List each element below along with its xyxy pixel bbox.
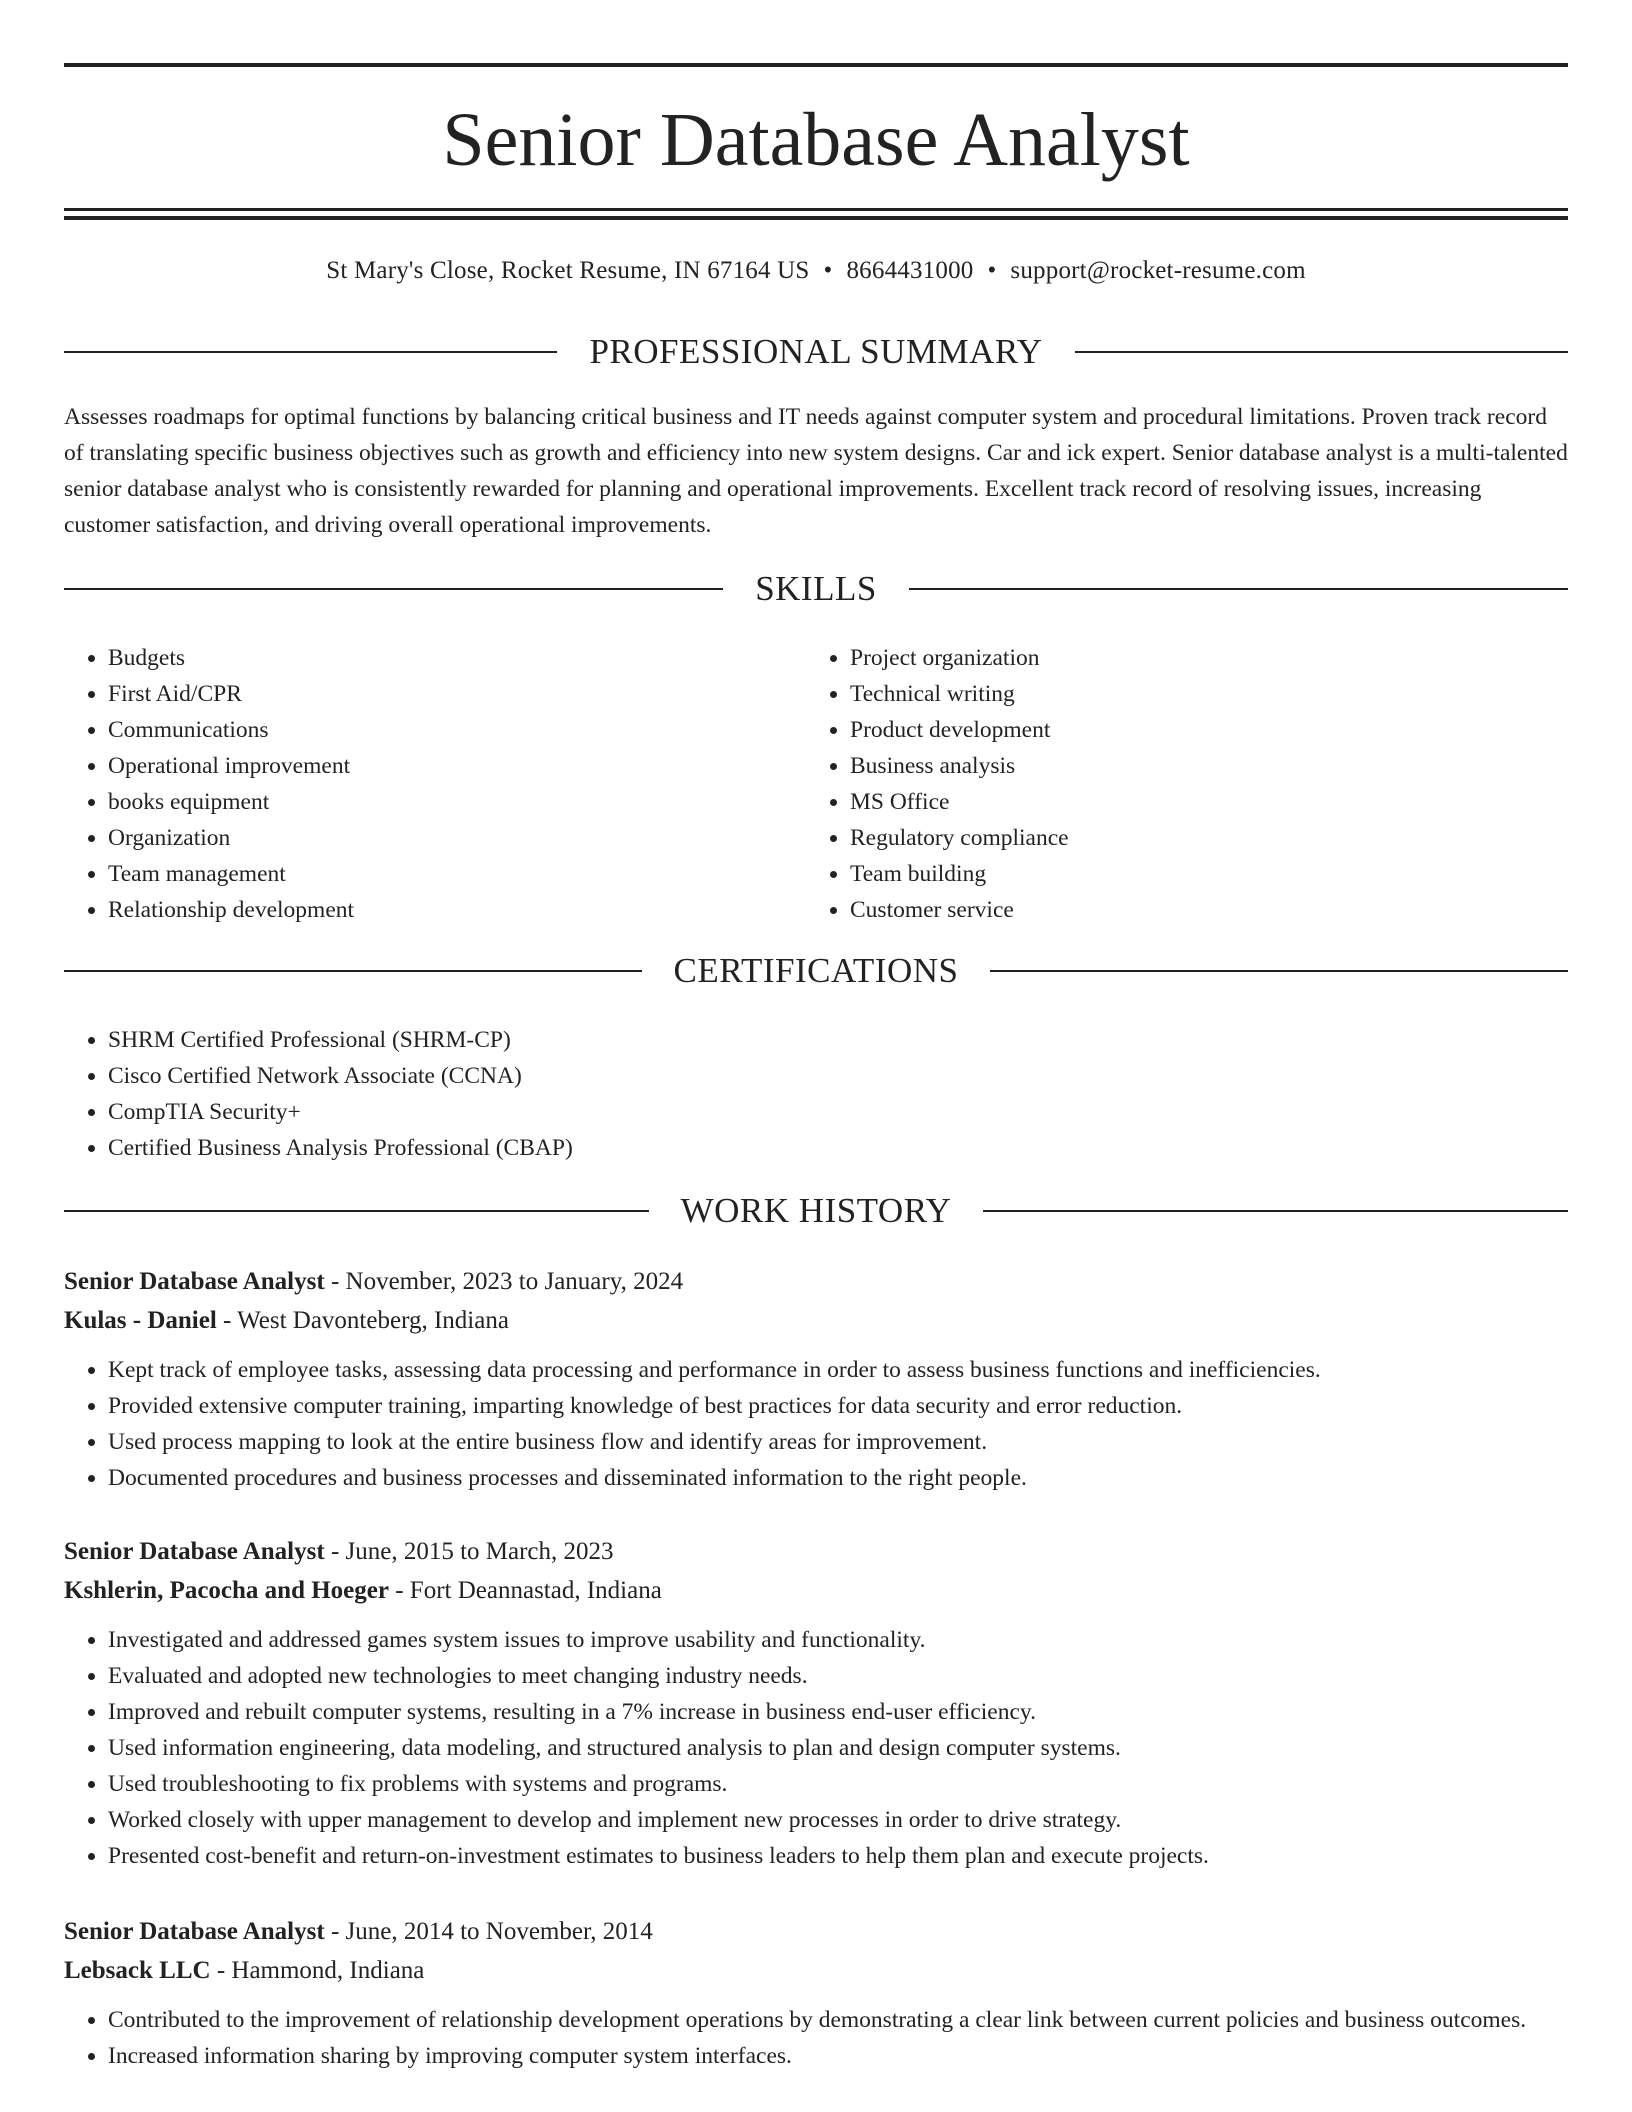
job-title-line: [64, 1532, 1568, 1571]
heading-rule-left: [64, 588, 723, 590]
job-dates: - June, 2014 to November, 2014: [324, 1918, 653, 1945]
job-bullet: • Increased information sharing by improving computer system interfaces.: [108, 2038, 1568, 2074]
skills-column-left: [64, 640, 764, 928]
job-company: Kshlerin, Pacocha and Hoeger: [64, 1577, 389, 1604]
job-title-line: [64, 1912, 1568, 1951]
job-title-line: [64, 1262, 1568, 1301]
section-heading-certifications: [64, 949, 1568, 993]
skill-item: • Organization: [108, 820, 764, 856]
skill-item: • MS Office: [850, 784, 1506, 820]
job-location: - Fort Deannastad, Indiana: [388, 1577, 662, 1604]
job-bullet: • Improved and rebuilt computer systems, resulting in a 7% increase in business end-user efficiency.: [108, 1694, 1568, 1730]
certification-item: • Certified Business Analysis Professional (CBAP): [108, 1130, 1464, 1166]
skill-item: • Product development: [850, 712, 1506, 748]
job-location: - Hammond, Indiana: [210, 1957, 425, 1984]
section-heading-summary: [64, 330, 1568, 374]
heading-rule-left: [64, 1210, 649, 1212]
certification-item: • Cisco Certified Network Associate (CCNA): [108, 1058, 1464, 1094]
skill-item: • Communications: [108, 712, 764, 748]
section-heading-skills: [64, 567, 1568, 611]
job-bullets: [64, 1622, 1568, 1874]
job-bullet: • Used troubleshooting to fix problems with systems and programs.: [108, 1766, 1568, 1802]
skill-item: • Team building: [850, 856, 1506, 892]
job-title: Senior Database Analyst: [64, 1918, 325, 1945]
job-company-line: [64, 1571, 1568, 1610]
heading-rule-right: [1075, 351, 1568, 353]
job-dates: - November, 2023 to January, 2024: [324, 1268, 684, 1295]
summary-text: Assesses roadmaps for optimal functions by balancing critical business and IT needs against computer system and procedural limitations. Proven track record of translating specific business objectives such as growth and efficiency into new system designs. Car and ick expert. Senior database analyst is a multi-talented senior database analyst who is consistently rewarded for planning and operational improvements. Excellent track record of resolving issues, increasing customer satisfaction, and driving overall operational improvements.: [64, 404, 1568, 538]
heading-rule-right: [909, 588, 1568, 590]
heading-rule-left: [64, 970, 642, 972]
skill-item: • Project organization: [850, 640, 1506, 676]
job-bullet: • Contributed to the improvement of relationship development operations by demonstrating a clear link between current policies and business outcomes.: [108, 2002, 1568, 2038]
job-bullet: • Worked closely with upper management to develop and implement new processes in order to drive strategy.: [108, 1802, 1568, 1838]
section-title: WORK HISTORY: [680, 1191, 952, 1230]
skill-item: • Technical writing: [850, 676, 1506, 712]
job-company: Lebsack LLC: [64, 1957, 211, 1984]
job-title: Senior Database Analyst: [64, 1538, 325, 1565]
skill-item: • Team management: [108, 856, 764, 892]
contact-address: St Mary's Close, Rocket Resume, IN 67164 US: [326, 257, 810, 284]
skill-item: • Budgets: [108, 640, 764, 676]
job-company: Kulas - Daniel: [64, 1307, 217, 1334]
heading-rule-left: [64, 351, 557, 353]
skill-item: • Regulatory compliance: [850, 820, 1506, 856]
job-bullet: • Provided extensive computer training, imparting knowledge of best practices for data security and error reduction.: [108, 1388, 1568, 1424]
job-entry: [64, 1912, 1568, 2074]
job-bullet: • Kept track of employee tasks, assessing data processing and performance in order to assess business functions and inefficiencies.: [108, 1352, 1568, 1388]
certification-item: • CompTIA Security+: [108, 1094, 1464, 1130]
heading-rule-right: [983, 1210, 1568, 1212]
section-title: SKILLS: [755, 569, 877, 608]
contact-phone: 8664431000: [846, 257, 974, 284]
skill-item: • First Aid/CPR: [108, 676, 764, 712]
contact-separator: •: [987, 257, 997, 284]
skill-item: • Customer service: [850, 892, 1506, 928]
header-double-rule-upper: [64, 208, 1568, 211]
contact-email: support@rocket-resume.com: [1010, 257, 1306, 284]
job-entry: [64, 1532, 1568, 1874]
job-bullet: • Evaluated and adopted new technologies to meet changing industry needs.: [108, 1658, 1568, 1694]
section-heading-work-history: [64, 1189, 1568, 1233]
job-bullet: • Used process mapping to look at the entire business flow and identify areas for improvement.: [108, 1424, 1568, 1460]
section-title: PROFESSIONAL SUMMARY: [589, 332, 1043, 371]
job-bullet: • Documented procedures and business processes and disseminated information to the right people.: [108, 1460, 1568, 1496]
section-title: CERTIFICATIONS: [673, 951, 959, 990]
contact-line: [64, 254, 1568, 288]
job-entry: [64, 1262, 1568, 1496]
job-location: - West Davonteberg, Indiana: [216, 1307, 509, 1334]
job-dates: - June, 2015 to March, 2023: [324, 1538, 614, 1565]
skill-item: • Operational improvement: [108, 748, 764, 784]
certification-item: • SHRM Certified Professional (SHRM-CP): [108, 1022, 1464, 1058]
skills-column-right: [806, 640, 1506, 928]
job-bullet: • Investigated and addressed games system issues to improve usability and functionality.: [108, 1622, 1568, 1658]
header-double-rule-lower: [64, 216, 1568, 220]
job-bullets: [64, 1352, 1568, 1496]
skill-item: • Business analysis: [850, 748, 1506, 784]
heading-rule-right: [990, 970, 1568, 972]
resume-title: Senior Database Analyst: [442, 98, 1190, 182]
job-bullet: • Presented cost-benefit and return-on-investment estimates to business leaders to help them plan and execute projects.: [108, 1838, 1568, 1874]
skill-item: • Relationship development: [108, 892, 764, 928]
header-top-rule: [64, 63, 1568, 67]
certifications-list: [64, 1022, 1464, 1166]
job-bullets: [64, 2002, 1568, 2074]
skill-item: • books equipment: [108, 784, 764, 820]
job-company-line: [64, 1951, 1568, 1990]
job-title: Senior Database Analyst: [64, 1268, 325, 1295]
contact-separator: •: [823, 257, 833, 284]
job-company-line: [64, 1301, 1568, 1340]
job-bullet: • Used information engineering, data modeling, and structured analysis to plan and design computer systems.: [108, 1730, 1568, 1766]
